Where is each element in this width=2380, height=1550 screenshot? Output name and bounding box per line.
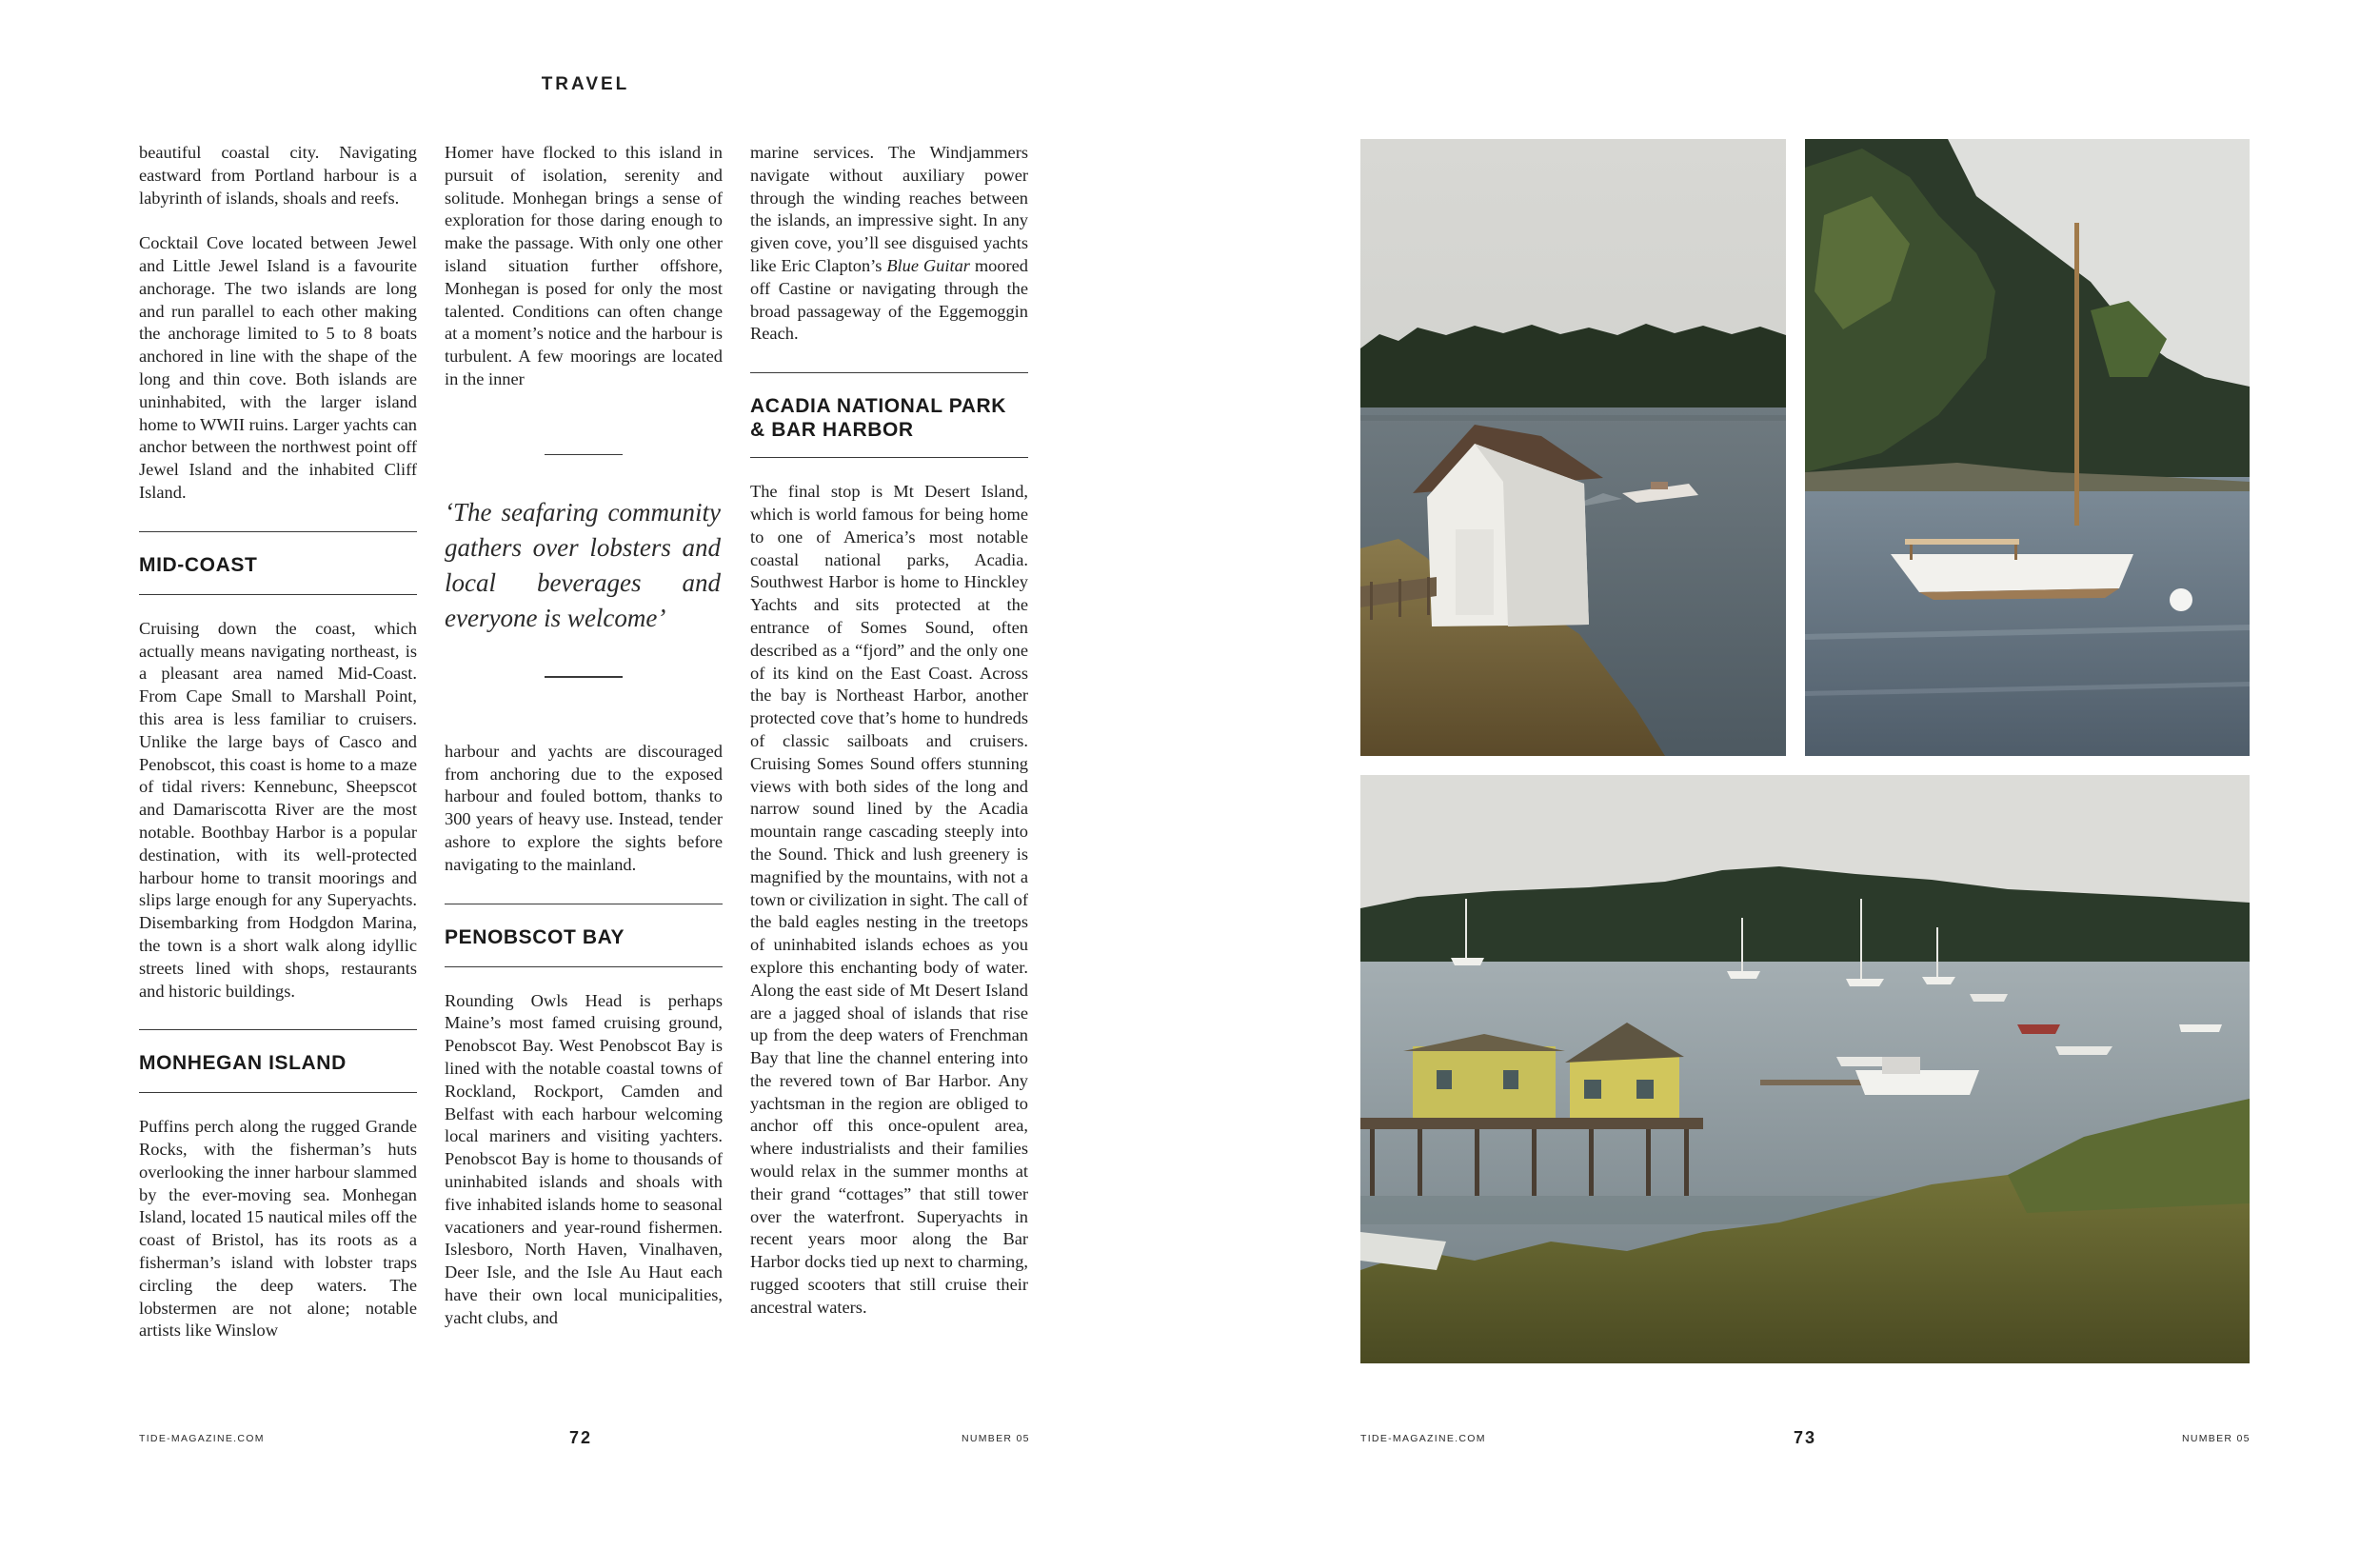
body-paragraph: The final stop is Mt Desert Island, which is world famous for being home to one of America’s most notable coastal national parks, Acadia. Southwest Harbor is home to Hinckley Yachts and sits protected at the entrance of Somes Sound, often described as a “fjord” and the only one of its kind on the East Coast. Across the bay is Northeast Harbor, another protected cove that’s home to hundreds of classic sailboats and cruisers. Cruising Somes Sound offers stunning views with both sides of the long and narrow sound lined by the Acadia mountain range cascading steeply into the Sound. Thick and lush greenery is magnified by the mountains, with not a town or civilization in sight. The call of the bald eagles nesting in the treetops of uninhabited islands echoes as you explore this enchanting body of water. Along the east side of Mt Desert Island are a jagged shoal of islands that rise up from the deep waters of Frenchman Bay that line the channel entering into the revered town of Bar Harbor. Any yachtsman in the region are obliged to anchor off this once-opulent area, where industrialists and their families would relax in the summer months at their grand “cottages” that still tower over the waterfront. Superyachts in recent years moor along the Bar Harbor docks tied up next to charming, rugged scooters that still cruise their ancestral waters. bbox=[750, 482, 1028, 1317]
body-paragraph: Homer have flocked to this island in pursuit of isolation, serenity and solitude. Monhegan brings a sense of exploration for those daring enough to make the passage. With only one other island situation further offshore, Monhegan is posed for only the most talented. Conditions can often change at a moment’s notice and the harbour is turbulent. A few moorings are located in the inner bbox=[445, 143, 723, 388]
footer-website-right: TIDE-MAGAZINE.COM bbox=[1360, 1433, 1486, 1444]
section-heading-penobscot-bay: PENOBSCOT BAY bbox=[445, 925, 625, 948]
footer-website-left: TIDE-MAGAZINE.COM bbox=[139, 1433, 265, 1444]
body-paragraph: Rounding Owls Head is perhaps Maine’s most famed cruising ground, Penobscot Bay. West Penobscot Bay is lined with the notable coastal towns of Rockland, Rockport, Camden and Belfast with each harbour welcoming local mariners and visiting yachters. Penobscot Bay is home to thousands of uninhabited islands and shoals with five inhabited islands home to seasonal vacationers and year-round fishermen. Islesboro, North Haven, Vinalhaven, Deer Isle, and the Isle Au Haut each have their own local municipalities, yacht clubs, and bbox=[445, 990, 723, 1327]
body-paragraph: harbour and yachts are discouraged from anchoring due to the exposed harbour and fouled bottom, thanks to 300 years of heavy use. Instead, tender ashore to explore the sights before navigating to the mainland. bbox=[445, 741, 723, 874]
body-paragraph: beautiful coastal city. Navigating eastward from Portland harbour is a labyrinth of islands, shoals and reefs. bbox=[139, 143, 417, 208]
body-text: moored off Castine or navigating through the broad passageway of the Eggemoggin Reach. bbox=[750, 255, 1029, 344]
white-boathouse-photo bbox=[1360, 139, 1786, 756]
section-heading-block bbox=[750, 372, 1028, 458]
body-text: marine services. The Windjammers navigate without auxiliary power through the winding reaches between the islands, an impressive sight. In any given cove, you’ll see disguised yachts like Eric Clapton’s bbox=[750, 143, 1028, 275]
pull-quote-rule-bottom bbox=[545, 676, 623, 678]
section-label: TRAVEL bbox=[541, 74, 630, 94]
body-paragraph bbox=[750, 142, 1028, 346]
page-number-right: 73 bbox=[1794, 1428, 1817, 1447]
footer-issue-left: NUMBER 05 bbox=[962, 1433, 1030, 1444]
sailboat-cove-photo bbox=[1805, 139, 2250, 756]
body-paragraph: Cocktail Cove located between Jewel and Little Jewel Island is a favourite anchorage. The two islands are long and run parallel to each other making the anchorage limited to 5 to 8 boats anchored in line with the shape of the long and thin cove. Both islands are uninhabited, with the larger island home to WWII ruins. Larger yachts can anchor between the northwest point off Jewel Island and the inhabited Cliff Island. bbox=[139, 233, 417, 502]
section-heading-monhegan-island: MONHEGAN ISLAND bbox=[139, 1052, 347, 1075]
body-paragraph: Cruising down the coast, which actually means navigating northeast, is a pleasant area named Mid-Coast. From Cape Small to Marshall Point, this area is less familiar to cruisers. Unlike the large bays of Casco and Penobscot, this coast is home to a maze of tidal rivers: Kennebunc, Sheepscot and Damariscotta River are the most notable. Boothbay Harbor is a popular destination, with its well-protected harbour home to transit moorings and slips large enough for any Superyachts. Disembarking from Hodgdon Marina, the town is a short walk along idyllic streets lined with shops, restaurants and historic buildings. bbox=[139, 618, 417, 1001]
body-paragraph: Puffins perch along the rugged Grande Rocks, with the fisherman’s huts overlooking the inner harbour slammed by the ever-moving sea. Monhegan Island, located 15 nautical miles off the coast of Bristol, has its roots as a fisherman’s island with lobster traps circling the deep waters. The lobstermen are not alone; notable artists like Winslow bbox=[139, 1117, 417, 1341]
harbor-village-photo bbox=[1360, 775, 2250, 1363]
heading-line: & BAR HARBOR bbox=[750, 419, 914, 442]
yacht-name-italic: Blue Guitar bbox=[886, 255, 970, 275]
heading-line: ACADIA NATIONAL PARK bbox=[750, 395, 1007, 418]
footer-issue-right: NUMBER 05 bbox=[2182, 1433, 2251, 1444]
section-heading-block bbox=[139, 1029, 417, 1093]
section-heading-block bbox=[445, 904, 723, 967]
pull-quote bbox=[445, 454, 723, 678]
text-column-1 bbox=[139, 142, 417, 1342]
pull-quote-rule-top bbox=[545, 454, 623, 456]
page-number-left: 72 bbox=[569, 1428, 593, 1447]
section-heading-acadia bbox=[750, 373, 1028, 457]
section-heading-block bbox=[139, 531, 417, 595]
text-column-2 bbox=[445, 142, 723, 1330]
pull-quote-text: ‘The seafaring community gathers over lobsters and local beverages and everyone is welcome’ bbox=[445, 498, 721, 633]
section-heading-mid-coast: MID-COAST bbox=[139, 553, 258, 576]
text-column-3 bbox=[750, 142, 1028, 1320]
